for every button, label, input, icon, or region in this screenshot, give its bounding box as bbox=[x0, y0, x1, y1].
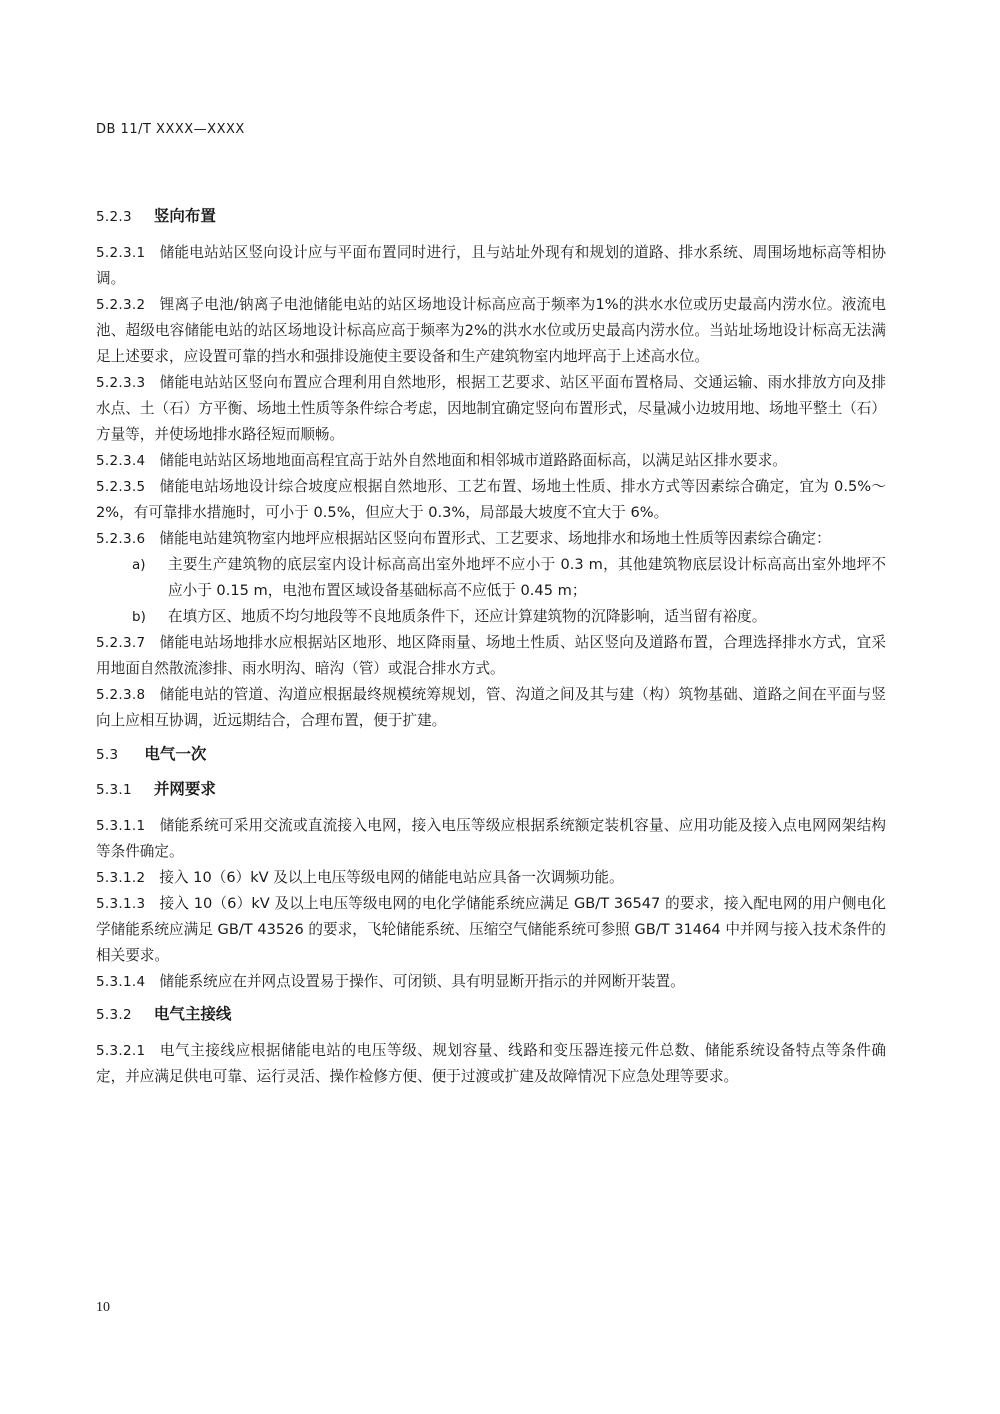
clause-text: 储能电站的管道、沟道应根据最终规模统筹规划，管、沟道之间及其与建（构）筑物基础、道路之间在平面与竖向上应相互协调，近远期结合，合理布置，便于扩建。 bbox=[96, 686, 886, 729]
clause-text: 储能系统可采用交流或直流接入电网，接入电压等级应根据系统额定装机容量、应用功能及接入点电网网架结构等条件确定。 bbox=[96, 817, 886, 860]
clause-number: 5.3.1.1 bbox=[96, 818, 146, 834]
clause-5-2-3-3 bbox=[96, 370, 886, 448]
clause-text: 接入 10（6）kV 及以上电压等级电网的储能电站应具备一次调频功能。 bbox=[159, 869, 624, 886]
list-marker: a) bbox=[132, 557, 146, 573]
clause-5-2-3-8 bbox=[96, 682, 886, 734]
section-number: 5.3 bbox=[96, 747, 119, 763]
clause-number: 5.3.2.1 bbox=[96, 1043, 146, 1059]
list-item-b bbox=[132, 604, 886, 630]
list-text: 在填方区、地质不均匀地段等不良地质条件下，还应计算建筑物的沉降影响，适当留有裕度。 bbox=[168, 608, 767, 625]
section-heading-5-3 bbox=[96, 741, 886, 768]
section-title: 电气一次 bbox=[144, 745, 207, 763]
section-title: 并网要求 bbox=[153, 780, 216, 798]
clause-5-2-3-1 bbox=[96, 240, 886, 292]
clause-number: 5.2.3.6 bbox=[96, 531, 146, 547]
clause-number: 5.2.3.1 bbox=[96, 245, 146, 261]
clause-number: 5.2.3.4 bbox=[96, 453, 146, 469]
section-heading-5-3-2 bbox=[96, 1001, 886, 1028]
section-heading-5-3-1 bbox=[96, 776, 886, 803]
section-title: 电气主接线 bbox=[153, 1005, 232, 1023]
clause-text: 储能电站场地排水应根据站区地形、地区降雨量、场地土性质、站区竖向及道路布置，合理选择排水方式，宜采用地面自然散流渗排、雨水明沟、暗沟（管）或混合排水方式。 bbox=[96, 634, 886, 677]
clause-5-3-1-1 bbox=[96, 813, 886, 865]
section-heading-5-2-3 bbox=[96, 203, 886, 230]
clause-5-2-3-4 bbox=[96, 448, 886, 474]
clause-number: 5.2.3.5 bbox=[96, 479, 146, 495]
clause-text: 储能电站站区竖向设计应与平面布置同时进行，且与站址外现有和规划的道路、排水系统、周围场地标高等相协调。 bbox=[96, 244, 886, 287]
clause-text: 储能电站站区场地地面高程宜高于站外自然地面和相邻城市道路路面标高，以满足站区排水要求。 bbox=[159, 452, 787, 469]
clause-number: 5.3.1.3 bbox=[96, 896, 146, 912]
doc-code: DB 11/T XXXX—XXXX bbox=[96, 122, 245, 137]
clause-text: 储能电站站区竖向布置应合理利用自然地形，根据工艺要求、站区平面布置格局、交通运输、雨水排放方向及排水点、土（石）方平衡、场地土性质等条件综合考虑，因地制宜确定竖向布置形式，尽量减小边坡用地、场地平整土（石）方量等，并使场地排水路径短而顺畅。 bbox=[96, 374, 886, 443]
page-number: 10 bbox=[96, 1300, 110, 1315]
list-item-a bbox=[132, 552, 886, 604]
clause-text: 储能电站建筑物室内地坪应根据站区竖向布置形式、工艺要求、场地排水和场地土性质等因素综合确定： bbox=[159, 530, 831, 547]
clause-5-2-3-5 bbox=[96, 474, 886, 526]
clause-5-3-1-3 bbox=[96, 891, 886, 969]
section-number: 5.3.1 bbox=[96, 782, 132, 798]
clause-number: 5.2.3.7 bbox=[96, 635, 146, 651]
clause-text: 锂离子电池/钠离子电池储能电站的站区场地设计标高应高于频率为1%的洪水水位或历史最高内涝水位。液流电池、超级电容储能电站的站区场地设计标高应高于频率为2%的洪水水位或历史最高内涝水位。当站址场地设计标高无法满足上述要求，应设置可靠的挡水和强排设施使主要设备和生产建筑物室内地坪高于上述高水位。 bbox=[96, 296, 886, 365]
clause-5-3-1-4 bbox=[96, 969, 886, 995]
clause-5-3-1-2 bbox=[96, 865, 886, 891]
section-number: 5.2.3 bbox=[96, 209, 132, 225]
clause-text: 接入 10（6）kV 及以上电压等级电网的电化学储能系统应满足 GB/T 36547 的要求，接入配电网的用户侧电化学储能系统应满足 GB/T 43526 的要求，飞轮储能系统、压缩空气储能系统可参照 GB/T 31464 中并网与接入技术条件的相关要求。 bbox=[96, 895, 886, 964]
section-number: 5.3.2 bbox=[96, 1007, 132, 1023]
clause-text: 储能系统应在并网点设置易于操作、可闭锁、具有明显断开指示的并网断开装置。 bbox=[159, 973, 685, 990]
clause-5-2-3-6 bbox=[96, 526, 886, 552]
clause-5-3-2-1 bbox=[96, 1038, 886, 1090]
list-text: 主要生产建筑物的底层室内设计标高高出室外地坪不应小于 0.3 m，其他建筑物底层设计标高高出室外地坪不应小于 0.15 m，电池布置区域设备基础标高不应低于 0.45 m； bbox=[168, 556, 886, 599]
clause-number: 5.3.1.4 bbox=[96, 974, 146, 990]
clause-number: 5.3.1.2 bbox=[96, 870, 146, 886]
section-title: 竖向布置 bbox=[153, 207, 216, 225]
clause-number: 5.2.3.3 bbox=[96, 375, 146, 391]
clause-number: 5.2.3.2 bbox=[96, 297, 146, 313]
list-marker: b) bbox=[132, 609, 146, 625]
clause-5-2-3-7 bbox=[96, 630, 886, 682]
clause-number: 5.2.3.8 bbox=[96, 687, 146, 703]
document-body bbox=[96, 203, 886, 1090]
clause-text: 储能电站场地设计综合坡度应根据自然地形、工艺布置、场地土性质、排水方式等因素综合确定，宜为 0.5%～2%，有可靠排水措施时，可小于 0.5%，但应大于 0.3%，局部最大坡度不宜大于 6%。 bbox=[96, 478, 886, 521]
clause-text: 电气主接线应根据储能电站的电压等级、规划容量、线路和变压器连接元件总数、储能系统设备特点等条件确定，并应满足供电可靠、运行灵活、操作检修方便、便于过渡或扩建及故障情况下应急处理等要求。 bbox=[96, 1042, 886, 1085]
clause-5-2-3-2 bbox=[96, 292, 886, 370]
